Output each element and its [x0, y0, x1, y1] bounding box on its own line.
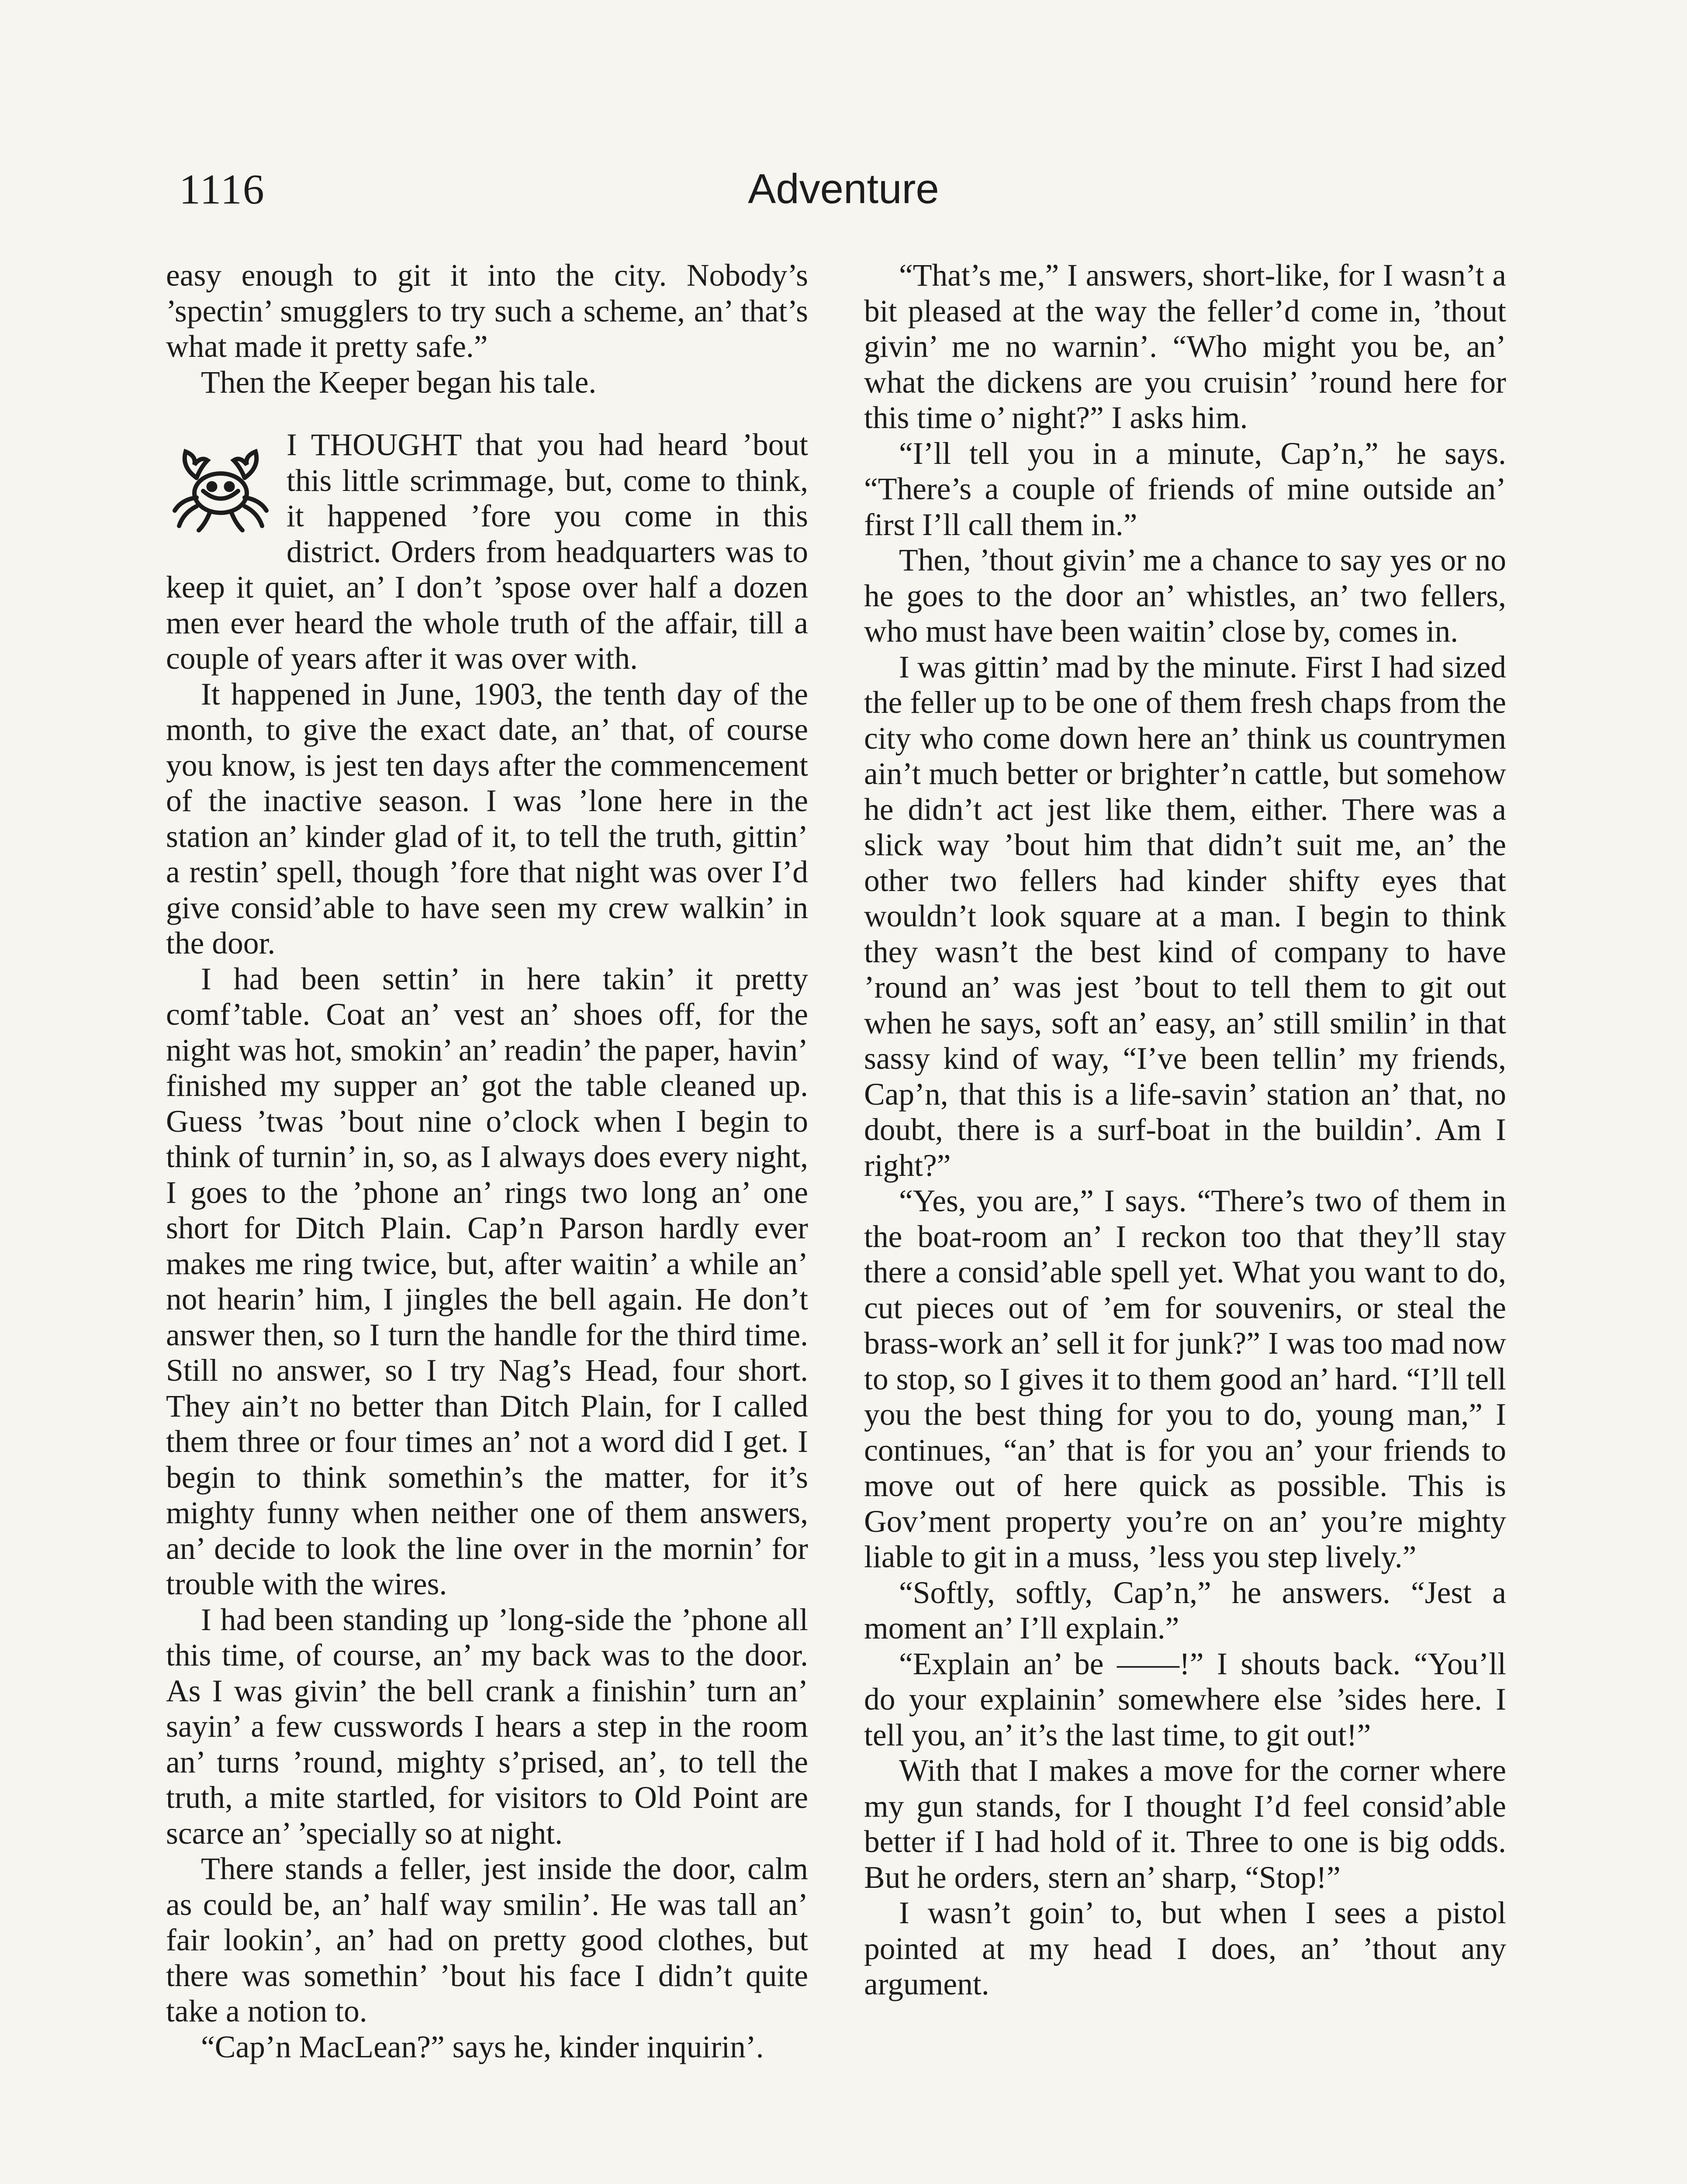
paragraph: easy enough to git it into the city. Nobody’s ’spectin’ smugglers to try such a scheme, an’ that’s what made it pretty safe.” — [166, 258, 808, 364]
paragraph: “Softly, softly, Cap’n,” he answers. “Jest a moment an’ I’ll explain.” — [864, 1575, 1506, 1645]
paragraph: Then, ’thout givin’ me a chance to say yes or no he goes to the door an’ whistles, an’ two fellers, who must have been waitin’ close by, comes in. — [864, 543, 1506, 649]
paragraph: I had been standing up ’long-side the ’phone all this time, of course, an’ my back was to the door. As I was givin’ the bell crank a finishin’ turn an’ sayin’ a few cusswords I hears a step in the room an’ turns ’round, mighty s’prised, an’, to tell the truth, a mite startled, for visitors to Old Point are scarce an’ ’specially so at night. — [166, 1602, 808, 1851]
paragraph: It happened in June, 1903, the tenth day of the month, to give the exact date, an’ that, of course you know, is jest ten days after the commencement of the inactive season. I was ’lone here in the station an’ kinder glad of it, to tell the truth, gittin’ a restin’ spell, though ’fore that night was over I’d give consid’able to have seen my crew walkin’ in the door. — [166, 677, 808, 961]
paragraph: Then the Keeper began his tale. — [201, 365, 597, 400]
paragraph: “That’s me,” I answers, short-like, for I wasn’t a bit pleased at the way the feller’d come in, ’thout givin’ me no warnin’. “Who might you be, an’ what the dickens are you cruisin’ ’round here for this time o’ night?” I asks him. — [864, 258, 1506, 435]
paragraph: There stands a feller, jest inside the door, calm as could be, an’ half way smilin’. He was tall an’ fair lookin’, an’ had on pretty good clothes, but there was somethin’ ’bout his face I didn’t quite take a notion to. — [166, 1852, 808, 2028]
paragraph: I wasn’t goin’ to, but when I sees a pistol pointed at my head I does, an’ ’thout any argument. — [864, 1896, 1506, 2001]
left-column — [166, 258, 808, 2065]
right-column — [864, 258, 1506, 2002]
paragraph: “Cap’n MacLean?” says he, kinder inquirin’. — [201, 2029, 764, 2064]
page-number: 1116 — [179, 166, 265, 213]
paragraph-dropcap: I THOUGHT that you had heard ’bout this little scrimmage, but, come to think, it happened ’fore you come in this district. Orders from headquarters was to keep it quiet, an’ I don’t ’spose over half a dozen men ever heard the whole truth of the affair, till a couple of years after it was over with. — [166, 428, 808, 676]
paragraph: With that I makes a move for the corner where my gun stands, for I thought I’d feel consid’able better if I had hold of it. Three to one is big odds. But he orders, stern an’ sharp, “Stop!” — [864, 1753, 1506, 1895]
paragraph: “I’ll tell you in a minute, Cap’n,” he says. “There’s a couple of friends of mine outside an’ first I’ll call them in.” — [864, 436, 1506, 542]
running-title: Adventure — [748, 166, 939, 212]
paragraph: I was gittin’ mad by the minute. First I had sized the feller up to be one of them fresh chaps from the city who come down here an’ think us countrymen ain’t much better or brighter’n cattle, but somehow he didn’t act jest like them, either. There was a slick way ’bout him that didn’t suit me, an’ the other two fellers had kinder shifty eyes that wouldn’t look square at a man. I begin to think they wasn’t the best kind of company to have ’round an’ was jest ’bout to tell them to git out when he says, soft an’ easy, an’ still smilin’ in that sassy kind of way, “I’ve been tellin’ my friends, Cap’n, that this is a life-savin’ station an’ that, no doubt, there is a surf-boat in the buildin’. Am I right?” — [864, 650, 1506, 1183]
paragraph: “Yes, you are,” I says. “There’s two of them in the boat-room an’ I reckon too that they’ll stay there a consid’able spell yet. What you want to do, cut pieces out of ’em for souvenirs, or steal the brass-work an’ sell it for junk?” I was too mad now to stop, so I gives it to them good an’ hard. “I’ll tell you the best thing for you to do, young man,” I continues, “an’ that is for you an’ your friends to move out of here quick as possible. This is Gov’ment property you’re on an’ you’re mighty liable to git in a muss, ’less you step lively.” — [864, 1184, 1506, 1574]
crab-ornament-icon — [166, 430, 280, 539]
paragraph: I had been settin’ in here takin’ it pretty comf’table. Coat an’ vest an’ shoes off, for the night was hot, smokin’ an’ readin’ the paper, havin’ finished my supper an’ got the table cleaned up. Guess ’twas ’bout nine o’clock when I begin to think of turnin’ in, so, as I always does every night, I goes to the ’phone an’ rings two long an’ one short for Ditch Plain. Cap’n Parson hardly ever makes me ring twice, but, after waitin’ a while an’ not hearin’ him, I jingles the bell again. He don’t answer then, so I turn the handle for the third time. Still no answer, so I try Nag’s Head, four short. They ain’t no better than Ditch Plain, for I called them three or four times an’ not a word did I get. I begin to think somethin’s the matter, for it’s mighty funny when neither one of them answers, an’ decide to look the line over in the mornin’ for trouble with the wires. — [166, 961, 808, 1601]
paragraph: “Explain an’ be ——!” I shouts back. “You’ll do your explainin’ somewhere else ’sides here. I tell you, an’ it’s the last time, to git out!” — [864, 1646, 1506, 1752]
